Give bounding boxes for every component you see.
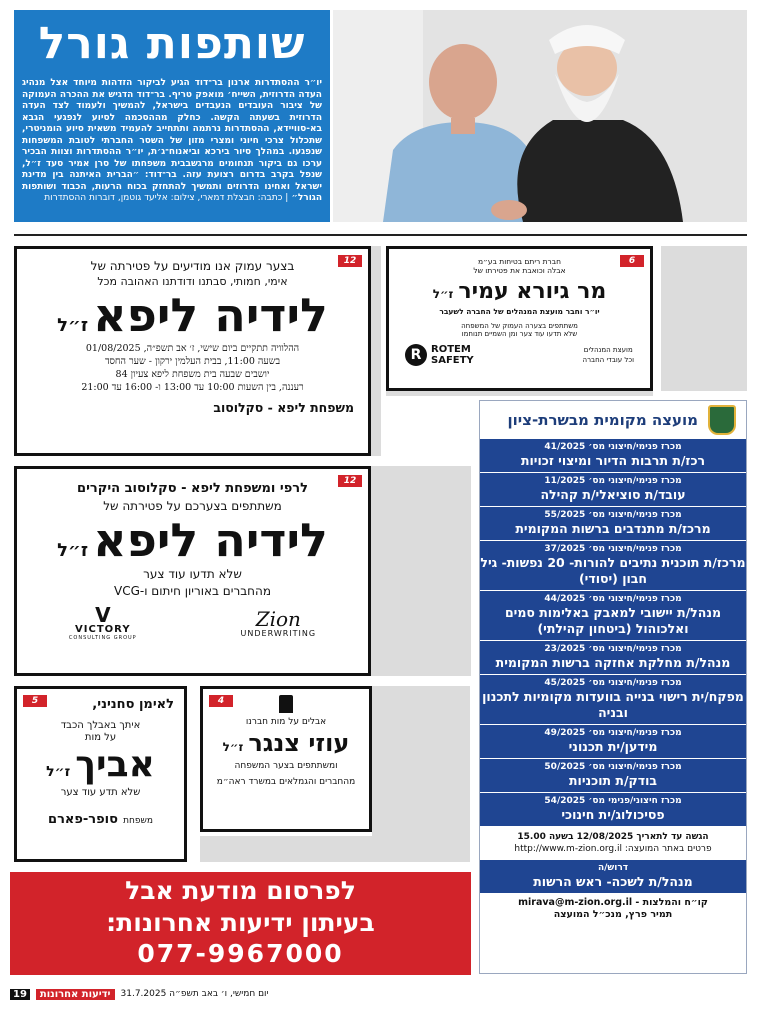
notice-giora [386,246,653,391]
section-divider [14,234,747,236]
rotem-r-icon: R [405,344,427,366]
job-row [480,541,746,591]
job-row [480,473,746,507]
page-footer [10,985,750,1003]
zion-logo-text: Zion [255,607,301,631]
notice-tag: 4 [209,695,233,707]
council-deadline: הגשה עד לתאריך 12/08/2025 בשעה 15.00 [517,832,709,842]
notice-cond: שלא תדע עוד צער [60,787,141,798]
job-code: מכרז פנימי/חיצוני מס׳ 41/2025 [544,442,682,452]
job-row [480,725,746,759]
notice-lydia-colleagues [14,466,371,676]
feature-text: יו״ר ההסתדרות ארנון בר־דוד הגיע לביקור הזדהות מיוחד אצל מנהיג העדה הדרוזית, השייח׳ מואפק טריף. בר־דוד הדגיש את ההכרה העמוקה של ציבור העובדים הנעבדים בישראל, להמשיך ולעמוד לצד העדה הדרוזית בשעתה הקשה. כחלק מההסכמה לסיוע לנפגעי הגבא בא-סוויידא, ההסתדרות נרתמה ותתחייב להעמיד משאית סיוע הומניטרי, שתכלול צרכי חיוני ומצרי מזון של השסר החברתי לטובת המשפחות שנפגעו. במהלך סיור בירכא וביאנוח־ג׳ת, יו״ר ההסתדרות וצוות הבכיר ערכו גם ביקור תנחומים מרגשבבית משפחתו של סרן אמיר סעד ז״ל, שנפל בקרב בדרום רצועת עזה. בר־דוד: ״הברית האיתנה בין מדינת ישראל ואחינו הדרוזים ותמשיך להתחזק בכוח הרעות, הכבוד ושותפות הגורל״ [22,78,322,203]
notice-to: לאימן סחניני, [92,697,174,712]
rotem-logo-1: ROTEM [431,344,471,355]
notice-tag: 6 [620,255,644,267]
gray-filler [386,391,653,396]
page-number: 19 [10,989,30,1000]
gray-filler [372,686,470,836]
job-code: מכרז פנימי/חיצוני מס׳ 49/2025 [544,728,682,738]
council-cv: קו״ח והמלצות - mirava@m-zion.org.il [518,897,708,908]
notice-death: על מות [84,732,117,743]
notice-org: חברת ריתם בטיחות בע״מ [477,257,562,266]
notice-relatives: אימי, חמותי, סבתנו ודודתנו האהובה מכל [97,275,288,288]
job-row [480,507,746,541]
notice-family: משפחת ליפא - סקלוסוב [213,400,354,415]
gray-filler [371,246,381,456]
job-code: מכרז פנימי/חיצוני מס׳ 50/2025 [544,762,682,772]
notice-tag: 12 [338,475,362,487]
job-code: מכרז חיצוני/פנימי מס׳ 54/2025 [544,796,682,806]
footer-date: יום חמישי, ו׳ באב תשפ״ה 31.7.2025 [120,989,269,999]
notice-suffix: ז״ל [432,287,454,301]
job-row [480,793,746,827]
rotem-logo-2: SAFETY [431,355,474,366]
wanted-label: דרוש/ה [597,863,629,873]
job-row [480,641,746,675]
feature-title: שותפות גורל [38,18,306,69]
council-title: מועצה מקומית מבשרת-ציון [507,411,698,429]
feature-credit: | כתבה: חבצלת דמארי, צילום: אליעד גוטמן, דוברות ההסתדרות [44,193,289,203]
notice-cond-1: משתתפים בצערה העמוק של המשפחה [461,322,578,330]
zion-logo-sub: UNDERWRITING [240,629,317,638]
notice-intro: לרפי ומשפחת ליפא - סקלוסוב היקרים [77,481,308,496]
rotem-logo [405,344,474,366]
job-title: רכז/ת תרבות הדיור ומיצוי זכויות [520,453,706,468]
ad-line-2: בעיתון ידיעות אחרונות: [106,908,375,937]
notice-sign-1: מועצת המנהלים [583,346,633,354]
notice-suffix: ז״ל [57,540,89,561]
notice-from: מהחברים באוריון חיתום ו-VCG [114,584,271,598]
shiva-line-1: יושבים שבעה בית משפחת ליפא צעיון 84 [115,369,270,380]
notice-name: מר גיורא עמיר [458,279,607,304]
job-code: מכרז פנימי/חיצוני מס׳ 55/2025 [544,510,682,520]
handshake-illustration [333,10,747,222]
gray-filler [661,246,747,391]
notice-sign-2: וכל עובדי החברה [582,356,634,364]
victory-v-icon: V [95,603,111,627]
obituary-ad-banner [10,872,471,975]
job-title: עובד/ת סוציאלי/ת קהילה [540,487,686,502]
menorah-emblem-icon [279,695,293,713]
job-code: מכרז פנימי/חיצוני מס׳ 23/2025 [544,644,682,654]
job-code: מכרז פנימי/חיצוני מס׳ 11/2025 [544,476,682,486]
job-title: בודק/ת תוכניות [568,773,657,788]
notice-lydia-family [14,246,371,456]
job-row [480,759,746,793]
job-row [480,439,746,473]
ad-phone: 077-9967000 [137,939,344,968]
notice-suffix: ז״ל [222,740,244,754]
feature-box [14,10,330,222]
job-title: פסיכולוג/ית חינוכי [561,807,665,822]
notice-cond: שלא תדעו עוד צער [143,567,242,581]
notice-intro-2: משתתפים בצערכם על פטירתה של [103,499,282,513]
notice-with: איתך באבלך הכבד [60,720,141,731]
notice-uzi [200,686,372,832]
notice-family-prefix: משפחת [123,816,153,826]
notice-role: יו״ר וחבר מועצת המנהלים של החברה לשעבר [439,307,600,316]
job-title: מנהל/ת יישובי למאבק באלימות סמים ואלכוהול (ביטחון קהילתי) [504,605,722,636]
council-sign: תמיר פרץ, מנכ״ל המועצה [553,909,673,920]
council-header [480,401,746,439]
job-code: מכרז פנימי/חיצוני מס׳ 45/2025 [544,678,682,688]
job-code: מכרז פנימי/חיצוני מס׳ 44/2025 [544,594,682,604]
job-code: מכרז פנימי/חיצוני מס׳ 37/2025 [544,544,682,554]
notice-intro: בצער עמוק אנו מודיעים על פטירתה של [90,259,295,273]
job-title: מרכז/ת תוכנית נתיבים להורות- 20 נפשות- גיל חבון (יסודי) [480,555,746,586]
job-title: מרכז/ת מתנדבים ברשות המקומית [515,521,711,536]
ad-line-1: לפרסום מודעת אבל [125,876,356,905]
notice-aviv [14,686,187,862]
notice-name: עוזי צנגר [248,729,350,757]
notice-org2: אבלה וכואבת את פטירתו של [473,266,566,275]
notice-cond-2: שלא תדעו עוד צער ומן השמיים תנוחמו [461,330,578,338]
zion-logo [241,609,317,638]
shiva-line-2: רעננה, בין השעות 10:00 עד 13:00 ו- 16:00 עד 21:00 [81,382,304,393]
job-row [480,675,746,725]
notice-name: לידיה ליפא [93,288,328,342]
job-row [480,591,746,641]
feature-body [22,78,322,205]
job-title: מנהל/ת מחלקת אחזקה ברשות המקומית [495,655,731,670]
notice-tag: 12 [338,255,362,267]
notice-cond: ומשתתפים בצער המשפחה [234,761,338,771]
gray-filler [371,466,471,676]
council-details: פרטים באתר המועצה: http://www.m-zion.org.il [514,844,712,854]
job-title: מידען/ית תכנוני [568,739,658,754]
funeral-line-1: ההלוויה תתקיים ביום שישי, ז׳ אב תשפ״ה, 01/08/2025 [85,343,300,354]
funeral-line-2: בשעה 11:00, בבית העלמין ירקון - שער החסד [104,356,281,367]
notice-intro: אבלים על מות חברנו [245,717,327,727]
notice-suffix: ז״ל [57,315,89,336]
victory-logo [68,603,137,641]
notice-name: לידיה ליפא [93,513,328,567]
job-list [480,439,746,827]
notice-tag: 5 [23,695,47,707]
notice-family: סופר-פארם [48,812,118,827]
paper-name: ידיעות אחרונות [36,989,115,1000]
notice-suffix: ז״ל [46,764,71,780]
council-emblem-icon [708,405,736,435]
wanted-title: מנהל/ת לשכה- ראש הרשות [533,874,693,889]
victory-logo-text: VICTORY [75,624,131,635]
victory-logo-sub: CONSULTING GROUP [68,635,137,641]
job-title: מפקח/ית רישוי בנייה בוועדות מקומיות לתכנון ובניה [482,689,744,720]
notice-from: מהחברים והגמלאים במשרד ראה״מ [216,777,356,787]
gray-filler [200,836,470,862]
council-tenders-ad [479,400,747,974]
feature-photo [333,10,747,222]
notice-name: אביך [75,744,155,785]
